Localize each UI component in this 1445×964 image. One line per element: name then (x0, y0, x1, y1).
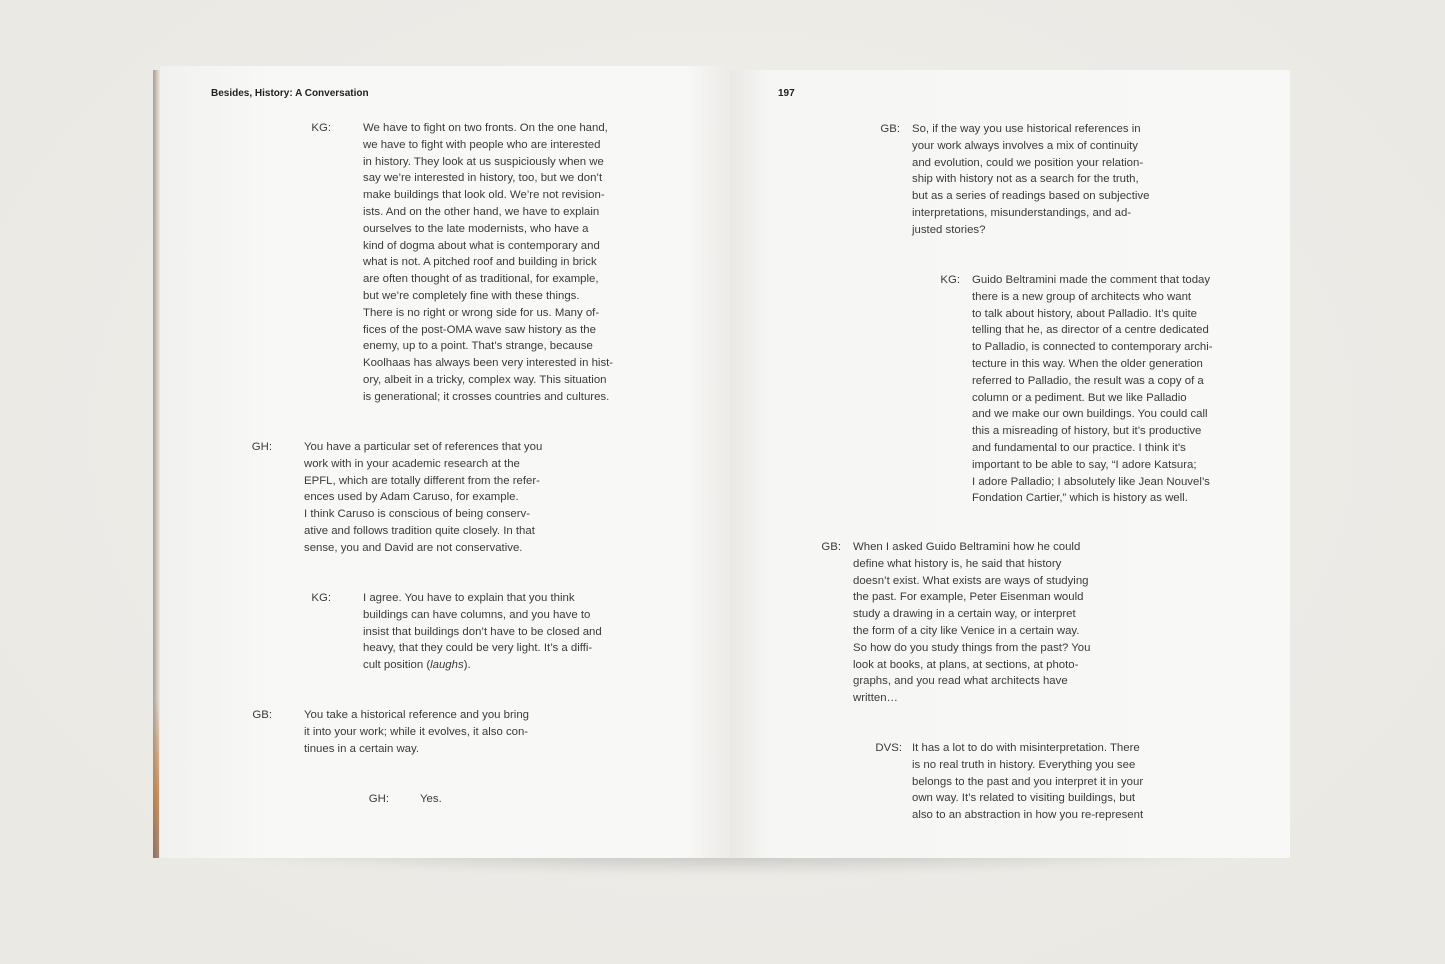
speech-text: Yes. (420, 793, 442, 805)
speaker-label: GB: (880, 123, 900, 135)
speaker-label: GB: (821, 541, 841, 553)
dialogue-entry (801, 539, 1090, 707)
speaker-label: GH: (368, 793, 389, 805)
running-head: Besides, History: A Conversation (211, 88, 369, 99)
speech-text: When I asked Guido Beltramini how he could define what history is, he said that history doesn’t exist. What exists are ways of studying the past. For example, Peter Eisenman would study a drawing in a certain way, or interpret the form of a city like Venice in a certain way. So how do you study things from the past? You look at books, at plans, at sections, at photo- graphs, and you read what architects have written… (853, 541, 1091, 705)
dialogue-entry (291, 590, 602, 674)
speaker-label: GH: (251, 441, 272, 453)
dialogue-entry (232, 439, 542, 557)
speech-text: So, if the way you use historical references in your work always involves a mix of continuity and evolution, could we position your relation- ship with history not as a search for the truth, but as a series of readings based on subjective interpretations, misunderstandings, and ad- justed stories? (912, 123, 1150, 236)
dialogue-entry (920, 272, 1213, 507)
speaker-label: KG: (311, 122, 331, 134)
speech-text: You have a particular set of references that you work with in your academic research at the EPFL, which are totally different from the refer- ences used by Adam Caruso, for example. I think Caruso is conscious of being conserv- ative and follows tradition quite closely. In that sense, you and David are not conservative. (304, 441, 543, 554)
dialogue-entry (232, 707, 529, 757)
dialogue-entry (291, 120, 613, 406)
speech-text: Guido Beltramini made the comment that today there is a new group of architects who want to talk about history, about Palladio. It’s quite telling that he, as director of a centre dedicated to Palladio, is connected to contemporary archi- tecture in this way. When the older generation referred to Palladio, the result was a copy of a column or a pediment. But we like Palladio and we make our own buildings. You could call this a misreading of history, but it’s productive and fundamental to our practice. I think it’s important to be able to say, “I adore Katsura; I adore Palladio; I absolutely like Jean Nouvel’s Fondation Cartier,” which is history as well. (972, 274, 1213, 505)
dialogue-entry (349, 791, 442, 808)
page-number: 197 (778, 88, 795, 99)
speech-text: It has a lot to do with misinterpretation. There is no real truth in history. Everything you see belongs to the past and you interpret it in your own way. It’s related to visiting buildings, but also to an abstraction in how you re-represent (912, 742, 1144, 822)
speaker-label: KG: (311, 592, 331, 604)
dialogue-entry (860, 121, 1149, 239)
speaker-label: DVS: (875, 742, 902, 754)
speech-text: We have to fight on two fronts. On the one hand, we have to fight with people who are interested in history. They look at us suspiciously when we say we’re interested in history, too, but we don’t make buildings that look old. We’re not revision- ists. And on the other hand, we have to explain ourselves to the late modernists, who have a kind of dogma about what is contemporary and what is not. A pitched roof and building in brick are often thought of as traditional, for example, but we’re completely fine with these things. There is no right or wrong side for us. Many of- fices of the post-OMA wave saw history as the enemy, up to a point. That’s strange, because Koolhaas has always been very interested in hist- ory, albeit in a tricky, complex way. This situation is generational; it crosses countries and cultures. (363, 122, 614, 403)
speech-main: I agree. You have to explain that you think buildings can have columns, and you have to insist that buildings don’t have to be closed and heavy, that they could be very light. It’s a diffi- cult position ( (363, 592, 602, 672)
speaker-label: KG: (940, 274, 960, 286)
speech-text (363, 590, 602, 674)
speech-emphasis: laughs (430, 659, 464, 672)
right-page (730, 70, 1290, 858)
speaker-label: GB: (252, 709, 272, 721)
dialogue-entry (862, 740, 1143, 824)
left-page (160, 66, 730, 858)
page-edges-color (153, 700, 159, 858)
speech-end: ). (463, 659, 471, 672)
speech-text: You take a historical reference and you bring it into your work; while it evolves, it also con- tinues in a certain way. (304, 709, 530, 755)
